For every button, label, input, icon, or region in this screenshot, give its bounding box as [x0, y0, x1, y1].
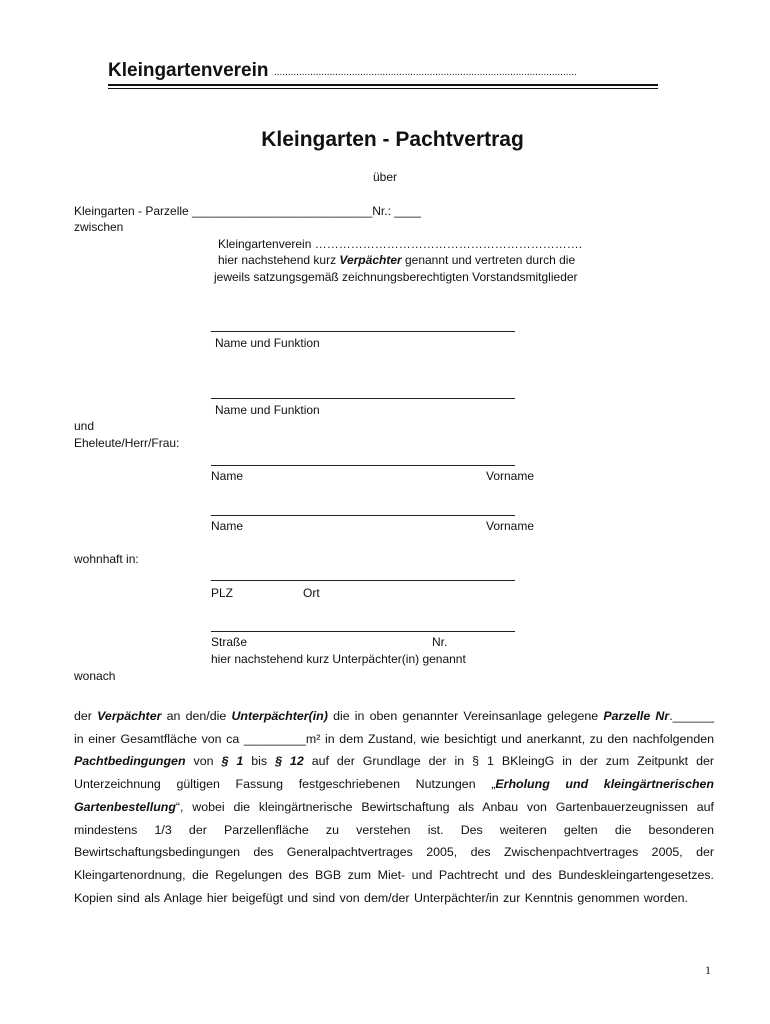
- lessor-role-line: [218, 253, 575, 267]
- name-line-1: [211, 465, 515, 466]
- paragraph-text: an den/die: [161, 709, 232, 723]
- street-label: Straße: [211, 635, 248, 649]
- paragraph-term-tenant: Unterpächter(in): [231, 709, 328, 723]
- lessor-club-line: Kleingartenverein ………………………………………………………….: [218, 237, 583, 251]
- tenant-note: hier nachstehend kurz Unterpächter(in) genannt: [211, 652, 466, 666]
- plz-label: PLZ: [211, 586, 234, 600]
- street-line: [211, 631, 515, 632]
- and-label: und: [74, 419, 95, 433]
- paragraph-text: auf der Grundlage der in § 1 BKleingG in der zum Zeitpunkt der Unterzeichnung gültigen Fassung festgeschriebenen Nutzungen „: [74, 754, 714, 792]
- firstname-label-2: Vorname: [486, 519, 535, 533]
- function-label-1: Name und Funktion: [215, 336, 320, 350]
- document-title: Kleingarten - Pachtvertrag: [261, 128, 524, 151]
- paragraph-text: bis: [243, 754, 276, 769]
- paragraph-text: “, wobei die kleingärtnerische Bewirtschaftung als Anbau von Gartenbauerzeugnissen auf mindestens 1/3 der Parzellenfläche zu verstehen ist. Des weiteren gelten die besonderen Bewirtschaftungsbedingungen des Generalpachtvertrages 2005, des Zwischenpachtvertrages 2005, der Kleingartenordnung, die Regelungen des BGB zum Miet- und Pachtrecht und des Bundeskleingartengesetzes. Kopien sind als Anlage hier beigefügt und sind von dem/der Unterpächter/in zur Kenntnis genommen worden.: [74, 799, 714, 905]
- firstname-label-1: Vorname: [486, 469, 535, 483]
- paragraph-term-parcel: Parzelle Nr: [603, 709, 670, 723]
- signature-line-2: [211, 398, 515, 399]
- paragraph-text: der: [74, 709, 98, 723]
- club-header: Kleingartenverein: [108, 60, 269, 81]
- name-label-1: Name: [211, 469, 244, 483]
- between-label: zwischen: [74, 220, 124, 234]
- subtitle: über: [372, 170, 398, 184]
- lessor-role-prefix: hier nachstehend kurz: [218, 253, 340, 267]
- lessor-board-line: jeweils satzungsgemäß zeichnungsberechtigten Vorstandsmitglieder: [214, 270, 578, 284]
- lessor-role-suffix: genannt und vertreten durch die: [401, 253, 576, 267]
- parcel-line: Kleingarten - Parzelle ___________________________Nr.: ____: [74, 204, 421, 218]
- paragraph-text: .______ in einer Gesamtfläche von ca _________m² in dem Zustand, wie besichtigt und anerkannt, zu den nachfolgenden: [74, 709, 714, 746]
- contract-paragraph: [74, 705, 714, 909]
- club-name-dotted-line: .............................................................................................................: [274, 67, 577, 78]
- persons-label: Eheleute/Herr/Frau:: [74, 436, 180, 450]
- paragraph-text: die in oben genannter Vereinsanlage gelegene: [327, 709, 604, 723]
- city-label: Ort: [303, 586, 320, 600]
- paragraph-term-usage: Erholung und kleingärtnerischen Gartenbestellung: [74, 777, 714, 814]
- whereupon-label: wonach: [74, 669, 116, 683]
- plz-city-line: [211, 580, 515, 581]
- paragraph-term-section-12: § 12: [275, 754, 304, 769]
- page-number: 1: [705, 963, 711, 977]
- lessor-role-term: Verpächter: [339, 253, 402, 267]
- paragraph-term-lessor: Verpächter: [97, 709, 162, 723]
- name-line-2: [211, 515, 515, 516]
- house-number-label: Nr.: [432, 635, 448, 649]
- paragraph-text: von: [185, 754, 222, 769]
- paragraph-term-conditions: Pachtbedingungen: [74, 754, 186, 769]
- header-rule-thin: [108, 88, 658, 89]
- resident-label: wohnhaft in:: [74, 552, 139, 566]
- function-label-2: Name und Funktion: [215, 403, 320, 417]
- header-rule-thick: [108, 84, 658, 86]
- signature-line-1: [211, 331, 515, 332]
- paragraph-term-section-1: § 1: [221, 754, 244, 769]
- name-label-2: Name: [211, 519, 244, 533]
